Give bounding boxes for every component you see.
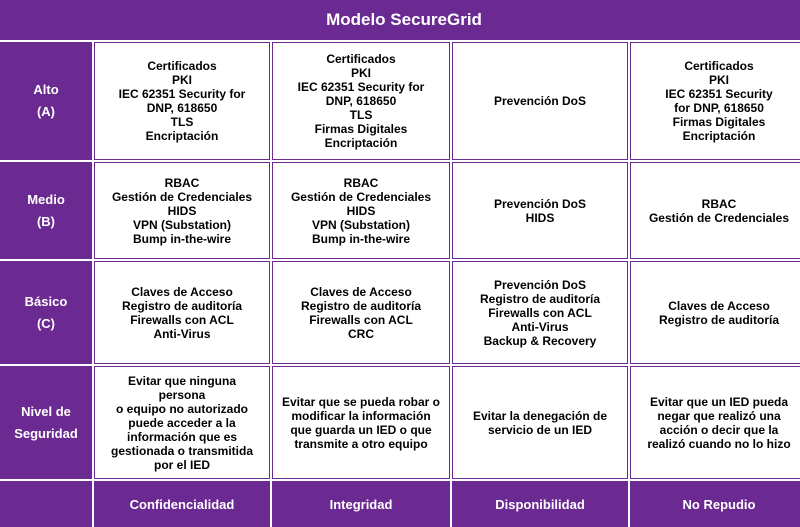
row-sublabel: (B) <box>36 213 56 229</box>
cell-line: Gestión de Credenciales <box>648 210 790 225</box>
cell-line: HIDS <box>525 210 555 225</box>
cell-line: Encriptación <box>682 129 756 143</box>
cell-line: Firewalls con ACL <box>130 312 234 327</box>
cell-line: Firewalls con ACL <box>309 312 413 327</box>
cell-basico-no-repudio <box>630 261 800 364</box>
cell-line: modificar la información <box>291 408 431 423</box>
cell-basico-disponibilidad <box>452 261 628 364</box>
row-header-nivel-seguridad <box>0 366 92 479</box>
row-header-basico <box>0 261 92 364</box>
cell-line: Registro de auditoría <box>479 291 601 306</box>
table-title: Modelo SecureGrid <box>0 0 800 40</box>
cell-seguridad-disponibilidad <box>452 366 628 479</box>
cell-line: RBAC <box>343 175 379 190</box>
row-label: Alto <box>33 82 59 97</box>
column-label-no-repudio: No Repudio <box>630 481 800 527</box>
cell-line: for DNP, 618650 <box>674 101 764 115</box>
cell-line: HIDS <box>167 203 197 218</box>
column-label-disponibilidad: Disponibilidad <box>452 481 628 527</box>
cell-line: que guarda un IED o que <box>290 422 432 437</box>
cell-medio-disponibilidad <box>452 162 628 259</box>
cell-line: acción o decir que la <box>659 422 779 437</box>
cell-line: Claves de Acceso <box>131 284 233 299</box>
cell-line: TLS <box>170 115 194 129</box>
cell-line: Encriptación <box>324 136 398 150</box>
cell-line: información que es <box>126 429 238 444</box>
cell-basico-integridad <box>272 261 450 364</box>
row-sublabel: (C) <box>36 315 56 331</box>
cell-medio-integridad <box>272 162 450 259</box>
cell-line: CRC <box>348 326 374 341</box>
cell-medio-no-repudio <box>630 162 800 259</box>
cell-line: Certificados <box>326 52 396 66</box>
cell-seguridad-integridad <box>272 366 450 479</box>
cell-line: o equipo no autorizado <box>116 401 248 416</box>
cell-line: Evitar que un IED pueda <box>649 394 789 409</box>
cell-alto-no-repudio <box>630 42 800 160</box>
cell-line: realizó cuando no lo hizo <box>647 436 791 451</box>
cell-line: Claves de Acceso <box>310 284 412 299</box>
cell-line: Registro de auditoría <box>658 312 780 327</box>
cell-line: Registro de auditoría <box>300 298 422 313</box>
row-label: Básico <box>24 293 68 309</box>
cell-line: Prevención DoS <box>493 277 587 292</box>
column-label-integridad: Integridad <box>272 481 450 527</box>
cell-line: DNP, 618650 <box>325 94 397 108</box>
row-header-medio <box>0 162 92 259</box>
cell-line: IEC 62351 Security for <box>118 87 246 101</box>
footer-corner <box>0 481 92 527</box>
cell-line: RBAC <box>701 196 737 211</box>
cell-alto-integridad <box>272 42 450 160</box>
cell-line: Anti-Virus <box>153 326 211 341</box>
cell-line: Firewalls con ACL <box>488 305 592 320</box>
row-header-alto <box>0 42 92 160</box>
cell-line: TLS <box>349 108 373 122</box>
cell-line: Prevención DoS <box>493 94 587 108</box>
column-label-confidencialidad: Confidencialidad <box>94 481 270 527</box>
cell-line: Claves de Acceso <box>668 298 770 313</box>
cell-line: Evitar que se pueda robar o <box>281 394 441 409</box>
cell-seguridad-confidencialidad <box>94 366 270 479</box>
cell-line: PKI <box>708 73 729 87</box>
cell-line: Firmas Digitales <box>314 122 408 136</box>
cell-line: VPN (Substation) <box>133 217 231 232</box>
cell-line: Gestión de Credenciales <box>290 189 432 204</box>
cell-line: Evitar que ninguna persona <box>127 373 236 402</box>
cell-line: por el IED <box>153 457 210 472</box>
cell-line: RBAC <box>164 175 200 190</box>
cell-line: gestionada o transmitida <box>110 443 254 458</box>
row-label: Medio <box>27 191 65 207</box>
cell-line: Backup & Recovery <box>483 333 597 348</box>
cell-line: VPN (Substation) <box>312 217 410 232</box>
cell-line: Evitar la denegación de <box>472 408 608 423</box>
cell-line: Prevención DoS <box>493 196 587 211</box>
cell-basico-confidencialidad <box>94 261 270 364</box>
cell-alto-disponibilidad <box>452 42 628 160</box>
cell-line: Gestión de Credenciales <box>111 189 253 204</box>
cell-line: Bump in-the-wire <box>312 231 410 246</box>
cell-line: servicio de un IED <box>487 422 593 437</box>
cell-line: IEC 62351 Security for <box>297 80 425 94</box>
cell-line: Firmas Digitales <box>672 115 766 129</box>
cell-line: puede acceder a la <box>128 415 236 430</box>
cell-line: Certificados <box>147 59 217 73</box>
cell-line: PKI <box>350 66 371 80</box>
cell-line: IEC 62351 Security <box>665 87 773 101</box>
row-sublabel: Seguridad <box>14 425 78 441</box>
row-sublabel: (A) <box>36 104 56 119</box>
cell-alto-confidencialidad <box>94 42 270 160</box>
cell-seguridad-no-repudio <box>630 366 800 479</box>
row-label: Nivel de <box>21 403 71 419</box>
cell-medio-confidencialidad <box>94 162 270 259</box>
cell-line: HIDS <box>346 203 376 218</box>
cell-line: Anti-Virus <box>511 319 569 334</box>
cell-line: Encriptación <box>145 129 219 143</box>
cell-line: Bump in-the-wire <box>133 231 231 246</box>
cell-line: Registro de auditoría <box>121 298 243 313</box>
cell-line: transmite a otro equipo <box>294 436 428 451</box>
cell-line: DNP, 618650 <box>146 101 218 115</box>
cell-line: negar que realizó una <box>657 408 781 423</box>
cell-line: Certificados <box>684 59 754 73</box>
cell-line: PKI <box>171 73 192 87</box>
